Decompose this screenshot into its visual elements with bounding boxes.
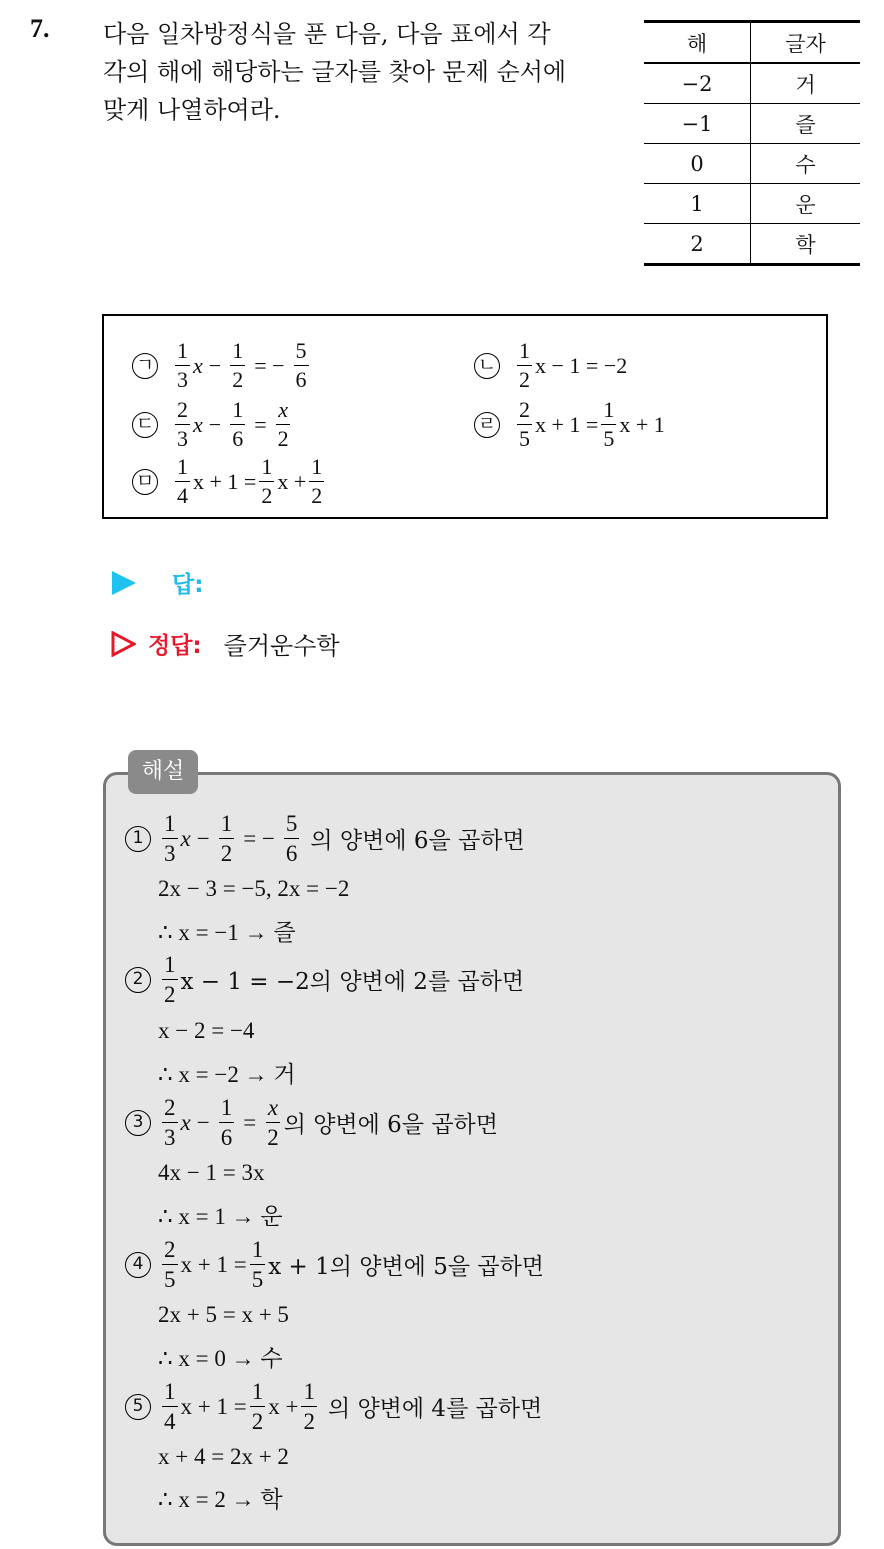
- frac-den: 4: [164, 1409, 176, 1434]
- equation-5: [132, 456, 327, 507]
- equation-rest: x − 1 = −2: [535, 352, 628, 378]
- table-header-letter: 글자: [751, 22, 861, 64]
- table-row: [644, 184, 860, 224]
- solution-step-3-line-2: 4x − 1 = 3x: [158, 1160, 265, 1185]
- solution-step-1-result: ∴ x = −1 → 즐: [158, 920, 296, 945]
- equation-mid2: x +: [268, 1393, 299, 1419]
- solution-step-2: [125, 953, 524, 1006]
- frac-num: 2: [517, 399, 532, 425]
- table-cell: 거: [751, 63, 861, 104]
- answer-label: 답:: [172, 572, 204, 598]
- table-cell: 즐: [751, 104, 861, 144]
- solution-step-4-line-2: 2x + 5 = x + 5: [158, 1302, 289, 1327]
- equation-mid2: x +: [277, 468, 307, 494]
- marker-giyeok: ㄱ: [132, 353, 158, 379]
- step-number: 4: [125, 1252, 151, 1278]
- frac-den: 5: [164, 1267, 176, 1292]
- frac-num: 1: [309, 456, 324, 482]
- frac-den: 6: [232, 426, 244, 451]
- operator: −: [208, 411, 222, 437]
- outline-triangle-icon: [110, 631, 136, 657]
- frac-num: 1: [517, 340, 532, 366]
- frac-num: x: [266, 1096, 280, 1123]
- solution-step-5-line-2: x + 4 = 2x + 2: [158, 1444, 289, 1469]
- step-number: 1: [125, 826, 151, 852]
- step-number: 3: [125, 1110, 151, 1136]
- frac-den: 6: [285, 841, 298, 866]
- var: x: [193, 411, 203, 437]
- var: x: [193, 352, 203, 378]
- solution-step-2-result: ∴ x = −2 → 거: [158, 1062, 296, 1087]
- frac-num: 1: [162, 812, 178, 839]
- table-cell: −2: [644, 63, 751, 104]
- frac-den: 2: [251, 1409, 264, 1434]
- equation-mid: x + 1 =: [180, 1251, 247, 1277]
- equation-4: [474, 399, 665, 450]
- frac-num: 1: [175, 456, 190, 482]
- marker-rieul: ㄹ: [474, 412, 500, 438]
- var: x: [180, 1109, 191, 1135]
- frac-num: 1: [162, 1380, 178, 1407]
- correct-answer-row: [110, 626, 340, 661]
- frac-den: 2: [261, 483, 273, 508]
- frac-den: 5: [519, 426, 530, 451]
- question-line-1: 다음 일차방정식을 푼 다음, 다음 표에서 각: [103, 20, 551, 48]
- frac-num: 1: [301, 1380, 317, 1407]
- frac-num: 1: [230, 340, 245, 366]
- frac-num: 2: [162, 1238, 178, 1265]
- table-cell: 2: [644, 224, 751, 265]
- frac-num: 1: [175, 340, 190, 366]
- table-row: [644, 224, 860, 265]
- step-suffix: x − 1 = −2의 양변에 2를 곱하면: [180, 969, 525, 995]
- step-number: 5: [125, 1394, 151, 1420]
- frac-den: 2: [311, 483, 323, 508]
- frac-num: 5: [294, 340, 309, 366]
- marker-digeut: ㄷ: [132, 412, 158, 438]
- frac-den: 2: [232, 367, 244, 392]
- table-row: [644, 63, 860, 104]
- correct-answer-label: 정답:: [148, 633, 202, 659]
- question-number: 7.: [30, 14, 50, 43]
- frac-den: 2: [267, 1125, 279, 1150]
- solution-step-2-line-2: x − 2 = −4: [158, 1018, 255, 1043]
- frac-num: 1: [162, 953, 178, 980]
- solution-step-4-result: ∴ x = 0 → 수: [158, 1346, 283, 1371]
- marker-mieum: ㅁ: [132, 469, 158, 495]
- table-cell: 1: [644, 184, 751, 224]
- table-header-row: [644, 22, 860, 64]
- frac-num: 1: [601, 399, 616, 425]
- frac-num: 2: [175, 399, 190, 425]
- frac-num: 1: [219, 812, 235, 839]
- equation-end: x + 1: [619, 411, 665, 437]
- frac-den: 2: [277, 426, 289, 451]
- equation-2: [474, 340, 627, 391]
- frac-num: 2: [162, 1096, 178, 1123]
- correct-answer-value: 즐거운수학: [223, 632, 340, 660]
- solution-title: 해설: [128, 750, 198, 794]
- frac-den: 3: [177, 426, 188, 451]
- operator: −: [196, 825, 210, 851]
- frac-num: 5: [284, 812, 300, 839]
- table-cell: 0: [644, 144, 751, 184]
- marker-nieun: ㄴ: [474, 353, 500, 379]
- frac-num: 1: [230, 399, 245, 425]
- step-suffix: 의 양변에 6을 곱하면: [310, 828, 525, 854]
- equation-1: [132, 340, 312, 391]
- solution-step-3: [125, 1096, 498, 1149]
- answer-row: [112, 566, 203, 599]
- solution-step-4: [125, 1238, 544, 1291]
- step-suffix: 의 양변에 4를 곱하면: [327, 1396, 543, 1422]
- frac-den: 6: [220, 1125, 233, 1150]
- operator: −: [196, 1109, 210, 1135]
- var: x: [180, 825, 191, 851]
- solution-step-3-result: ∴ x = 1 → 운: [158, 1204, 283, 1229]
- frac-den: 3: [164, 1125, 176, 1150]
- operator: −: [208, 352, 222, 378]
- step-number: 2: [125, 967, 151, 993]
- frac-den: 6: [295, 367, 307, 392]
- equation-mid: x + 1 =: [535, 411, 599, 437]
- operator: =: [243, 1109, 257, 1135]
- equation-mid: x + 1 =: [180, 1393, 247, 1419]
- table-cell: 운: [751, 184, 861, 224]
- table-header-solution: 해: [644, 22, 751, 64]
- solution-step-1: [125, 812, 525, 865]
- frac-num: 1: [219, 1096, 235, 1123]
- table-cell: −1: [644, 104, 751, 144]
- table-cell: 학: [751, 224, 861, 265]
- equation-3: [132, 399, 294, 450]
- solution-step-5: [125, 1380, 542, 1433]
- step-suffix: x + 1의 양변에 5을 곱하면: [268, 1254, 545, 1280]
- frac-den: 5: [603, 426, 615, 451]
- frac-den: 5: [251, 1267, 264, 1292]
- equations-box: [102, 314, 828, 519]
- operator: = −: [254, 352, 285, 378]
- frac-den: 2: [303, 1409, 315, 1434]
- frac-den: 3: [164, 841, 176, 866]
- equation-mid: x + 1 =: [193, 468, 257, 494]
- solution-letter-table: [644, 20, 860, 266]
- solution-step-1-line-2: 2x − 3 = −5, 2x = −2: [158, 876, 350, 901]
- frac-num: 1: [250, 1238, 266, 1265]
- frac-den: 4: [177, 483, 188, 508]
- solution-step-5-result: ∴ x = 2 → 학: [158, 1487, 283, 1512]
- frac-den: 3: [177, 367, 188, 392]
- table-row: [644, 144, 860, 184]
- operator: =: [254, 411, 267, 437]
- frac-den: 2: [519, 367, 530, 392]
- table-cell: 수: [751, 144, 861, 184]
- question-line-3: 맞게 나열하여라.: [103, 96, 281, 124]
- table-row: [644, 104, 860, 144]
- frac-num: 1: [250, 1380, 266, 1407]
- frac-den: 2: [220, 841, 233, 866]
- step-suffix: 의 양변에 6을 곱하면: [283, 1112, 498, 1138]
- frac-num: 1: [259, 456, 274, 482]
- operator: = −: [243, 825, 275, 851]
- frac-num: x: [276, 399, 290, 425]
- filled-triangle-icon: [112, 571, 136, 595]
- question-line-2: 각의 해에 해당하는 글자를 찾아 문제 순서에: [103, 58, 567, 86]
- frac-den: 2: [164, 982, 176, 1007]
